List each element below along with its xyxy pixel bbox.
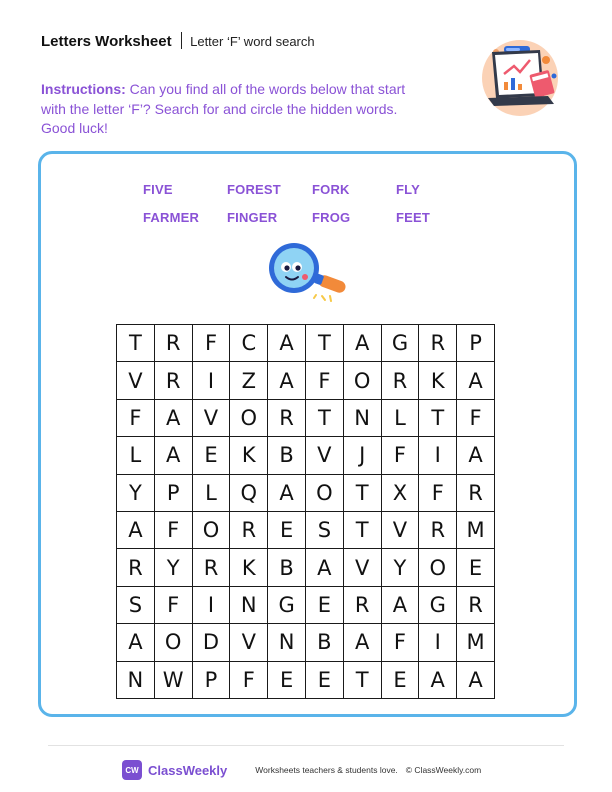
grid-cell[interactable]: T bbox=[343, 474, 381, 511]
grid-cell[interactable]: F bbox=[154, 511, 192, 548]
header-divider bbox=[181, 32, 183, 49]
word-item: FROG bbox=[312, 210, 351, 225]
grid-row bbox=[117, 549, 495, 586]
grid-row bbox=[117, 325, 495, 362]
grid-cell[interactable]: M bbox=[457, 624, 495, 661]
grid-row bbox=[117, 586, 495, 623]
grid-cell[interactable]: P bbox=[192, 661, 230, 698]
grid-cell[interactable]: R bbox=[457, 586, 495, 623]
footer-divider bbox=[48, 745, 564, 746]
grid-cell[interactable]: X bbox=[381, 474, 419, 511]
grid-cell[interactable]: A bbox=[457, 661, 495, 698]
word-item: FARMER bbox=[143, 210, 200, 225]
grid-cell[interactable]: V bbox=[305, 437, 343, 474]
grid-cell[interactable]: R bbox=[419, 511, 457, 548]
instructions-label: Instructions: bbox=[41, 81, 126, 97]
grid-cell[interactable]: R bbox=[268, 399, 306, 436]
grid-cell[interactable]: G bbox=[419, 586, 457, 623]
grid-cell[interactable]: Y bbox=[381, 549, 419, 586]
grid-cell[interactable]: P bbox=[457, 325, 495, 362]
word-item: FINGER bbox=[227, 210, 278, 225]
grid-cell[interactable]: A bbox=[457, 437, 495, 474]
grid-cell[interactable]: T bbox=[343, 661, 381, 698]
grid-cell[interactable]: N bbox=[343, 399, 381, 436]
grid-cell[interactable]: O bbox=[192, 511, 230, 548]
grid-cell[interactable]: Z bbox=[230, 362, 268, 399]
grid-cell[interactable]: A bbox=[419, 661, 457, 698]
grid-cell[interactable]: R bbox=[381, 362, 419, 399]
grid-cell[interactable]: Q bbox=[230, 474, 268, 511]
word-item: FEET bbox=[396, 210, 431, 225]
grid-row bbox=[117, 399, 495, 436]
grid-cell[interactable]: T bbox=[305, 399, 343, 436]
grid-cell[interactable]: O bbox=[343, 362, 381, 399]
grid-cell[interactable]: E bbox=[381, 661, 419, 698]
grid-cell[interactable]: V bbox=[230, 624, 268, 661]
grid-cell[interactable]: Y bbox=[154, 549, 192, 586]
grid-cell[interactable]: O bbox=[230, 399, 268, 436]
grid-cell[interactable]: R bbox=[154, 362, 192, 399]
grid-cell[interactable]: F bbox=[419, 474, 457, 511]
grid-cell[interactable]: F bbox=[192, 325, 230, 362]
grid-cell[interactable]: O bbox=[154, 624, 192, 661]
grid-cell[interactable]: R bbox=[192, 549, 230, 586]
grid-cell[interactable]: A bbox=[343, 325, 381, 362]
grid-cell[interactable]: V bbox=[343, 549, 381, 586]
grid-cell[interactable]: T bbox=[305, 325, 343, 362]
grid-row bbox=[117, 511, 495, 548]
grid-cell[interactable]: O bbox=[419, 549, 457, 586]
grid-cell[interactable]: P bbox=[154, 474, 192, 511]
word-item: FIVE bbox=[143, 182, 173, 197]
grid-cell[interactable]: B bbox=[268, 437, 306, 474]
worksheet-header bbox=[41, 29, 315, 50]
grid-cell[interactable]: K bbox=[419, 362, 457, 399]
word-item: FORK bbox=[312, 182, 350, 197]
grid-cell[interactable]: F bbox=[117, 399, 155, 436]
grid-cell[interactable]: S bbox=[117, 586, 155, 623]
grid-cell[interactable]: I bbox=[192, 362, 230, 399]
laptop-chart-illustration-icon bbox=[474, 38, 566, 118]
grid-cell[interactable]: R bbox=[154, 325, 192, 362]
worksheet-subtitle: Letter ‘F’ word search bbox=[190, 34, 315, 49]
grid-cell[interactable]: A bbox=[381, 586, 419, 623]
grid-cell[interactable]: E bbox=[305, 586, 343, 623]
grid-cell[interactable]: G bbox=[381, 325, 419, 362]
grid-cell[interactable]: A bbox=[457, 362, 495, 399]
grid-cell[interactable]: I bbox=[192, 586, 230, 623]
grid-row bbox=[117, 474, 495, 511]
grid-row bbox=[117, 362, 495, 399]
grid-cell[interactable]: B bbox=[268, 549, 306, 586]
grid-cell[interactable]: E bbox=[305, 661, 343, 698]
grid-cell[interactable]: K bbox=[230, 549, 268, 586]
grid-row bbox=[117, 661, 495, 698]
footer-copyright: © ClassWeekly.com bbox=[405, 765, 482, 775]
grid-cell[interactable]: E bbox=[268, 511, 306, 548]
worksheet-title: Letters Worksheet bbox=[41, 33, 172, 50]
footer bbox=[122, 760, 481, 780]
classweekly-logo-badge: CW bbox=[122, 760, 142, 780]
grid-cell[interactable]: I bbox=[419, 437, 457, 474]
grid-cell[interactable]: G bbox=[268, 586, 306, 623]
grid-cell[interactable]: T bbox=[117, 325, 155, 362]
grid-cell[interactable]: E bbox=[192, 437, 230, 474]
grid-cell[interactable]: A bbox=[154, 437, 192, 474]
grid-cell[interactable]: R bbox=[230, 511, 268, 548]
grid-cell[interactable]: O bbox=[305, 474, 343, 511]
grid-cell[interactable]: R bbox=[457, 474, 495, 511]
grid-cell[interactable]: V bbox=[381, 511, 419, 548]
grid-cell[interactable]: Y bbox=[117, 474, 155, 511]
grid-cell[interactable]: N bbox=[230, 586, 268, 623]
grid-cell[interactable]: F bbox=[381, 624, 419, 661]
grid-cell[interactable]: L bbox=[117, 437, 155, 474]
grid-cell[interactable]: L bbox=[381, 399, 419, 436]
grid-cell[interactable]: N bbox=[117, 661, 155, 698]
grid-cell[interactable]: E bbox=[457, 549, 495, 586]
grid-cell[interactable]: T bbox=[419, 399, 457, 436]
grid-cell[interactable]: F bbox=[305, 362, 343, 399]
grid-row bbox=[117, 437, 495, 474]
grid-cell[interactable]: D bbox=[192, 624, 230, 661]
grid-cell[interactable]: J bbox=[343, 437, 381, 474]
grid-cell[interactable]: T bbox=[343, 511, 381, 548]
grid-cell[interactable]: C bbox=[230, 325, 268, 362]
grid-cell[interactable]: S bbox=[305, 511, 343, 548]
grid-cell[interactable]: F bbox=[230, 661, 268, 698]
word-item: FOREST bbox=[227, 182, 281, 197]
grid-cell[interactable]: A bbox=[117, 511, 155, 548]
word-item: FLY bbox=[396, 182, 420, 197]
instructions-text: Can you find all of the words below that start with the letter ‘F’? Search for and circle the hidden words. Good luck! bbox=[41, 81, 406, 136]
grid-cell[interactable]: A bbox=[305, 549, 343, 586]
grid-cell[interactable]: N bbox=[268, 624, 306, 661]
grid-cell[interactable]: F bbox=[457, 399, 495, 436]
footer-tagline: Worksheets teachers & students love. bbox=[255, 765, 398, 775]
grid-cell[interactable]: V bbox=[117, 362, 155, 399]
magnifier-illustration-icon bbox=[264, 240, 352, 302]
grid-cell[interactable]: R bbox=[419, 325, 457, 362]
grid-cell[interactable]: A bbox=[268, 362, 306, 399]
grid-cell[interactable]: A bbox=[268, 474, 306, 511]
grid-cell[interactable]: M bbox=[457, 511, 495, 548]
grid-cell[interactable]: A bbox=[154, 399, 192, 436]
word-search-grid bbox=[116, 324, 495, 699]
grid-row bbox=[117, 624, 495, 661]
grid-cell[interactable]: W bbox=[154, 661, 192, 698]
grid-cell[interactable]: A bbox=[343, 624, 381, 661]
grid-cell[interactable]: A bbox=[117, 624, 155, 661]
grid-cell[interactable]: E bbox=[268, 661, 306, 698]
grid-cell[interactable]: I bbox=[419, 624, 457, 661]
classweekly-logo-text: ClassWeekly bbox=[148, 762, 228, 778]
grid-cell[interactable]: F bbox=[154, 586, 192, 623]
grid-cell[interactable]: A bbox=[268, 325, 306, 362]
grid-cell[interactable]: R bbox=[117, 549, 155, 586]
grid-cell[interactable]: V bbox=[192, 399, 230, 436]
grid-cell[interactable]: B bbox=[305, 624, 343, 661]
grid-cell[interactable]: R bbox=[343, 586, 381, 623]
grid-cell[interactable]: L bbox=[192, 474, 230, 511]
grid-cell[interactable]: F bbox=[381, 437, 419, 474]
instructions bbox=[41, 80, 421, 139]
grid-cell[interactable]: K bbox=[230, 437, 268, 474]
